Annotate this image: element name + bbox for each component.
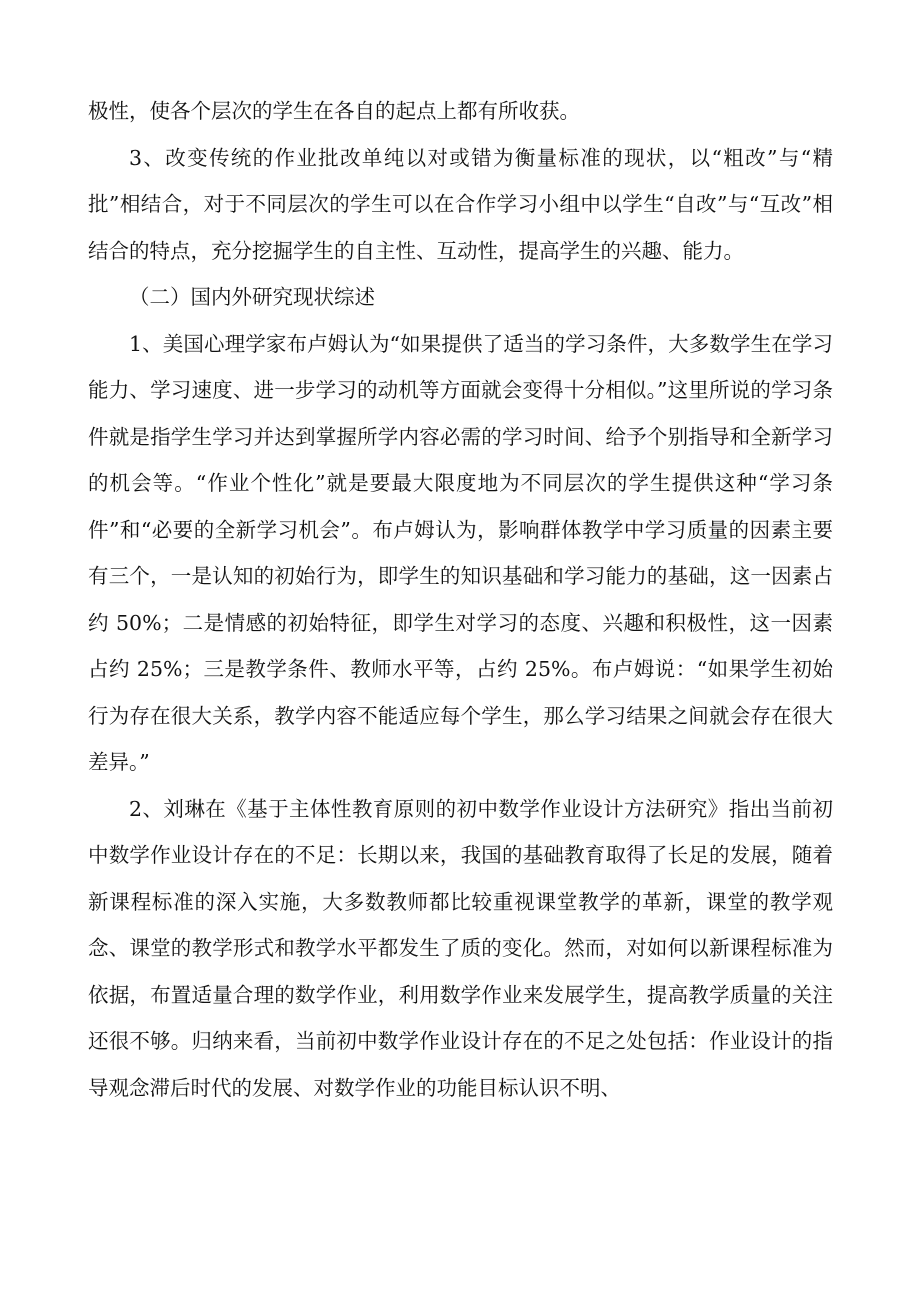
section-heading-research-review: （二）国内外研究现状综述 bbox=[129, 285, 375, 309]
paragraph-item-3-grading-reform: 3、改变传统的作业批改单纯以对或错为衡量标准的现状，以“粗改”与“精批”相结合，对于不同层次的学生可以在合作学习小组中以学生“自改”与“互改”相结合的特点，充分挖掘学生的自主性、互动性，提高学生的兴趣、能力。 bbox=[88, 145, 833, 263]
paragraph-item-2-liulin: 2、刘琳在《基于主体性教育原则的初中数学作业设计方法研究》指出当前初中数学作业设计存在的不足：长期以来，我国的基础教育取得了长足的发展，随着新课程标准的深入实施，大多数教师都比较重视课堂教学的革新，课堂的教学观念、课堂的教学形式和教学水平都发生了质的变化。然而，对如何以新课程标准为依据，布置适量合理的数学作业，利用数学作业来发展学生，提高教学质量的关注还很不够。归纳来看，当前初中数学作业设计存在的不足之处包括：作业设计的指导观念滞后时代的发展、对数学作业的功能目标认识不明、 bbox=[88, 796, 833, 1100]
paragraph-continuation: 极性，使各个层次的学生在各自的起点上都有所收获。 bbox=[88, 99, 580, 123]
document-page bbox=[88, 88, 833, 1111]
paragraph-item-1-bloom: 1、美国心理学家布卢姆认为“如果提供了适当的学习条件，大多数学生在学习能力、学习速度、进一步学习的动机等方面就会变得十分相似。”这里所说的学习条件就是指学生学习并达到掌握所学内容必需的学习时间、给予个别指导和全新学习的机会等。“作业个性化”就是要最大限度地为不同层次的学生提供这种“学习条件”和“必要的全新学习机会”。布卢姆认为，影响群体教学中学习质量的因素主要有三个，一是认知的初始行为，即学生的知识基础和学习能力的基础，这一因素占约 50%；二是情感的初始特征，即学生对学习的态度、兴趣和积极性，这一因素占约 25%；三是教学条件、教师水平等，占约 25%。布卢姆说：“如果学生初始行为存在很大关系，教学内容不能适应每个学生，那么学习结果之间就会存在很大差异。” bbox=[88, 331, 833, 774]
